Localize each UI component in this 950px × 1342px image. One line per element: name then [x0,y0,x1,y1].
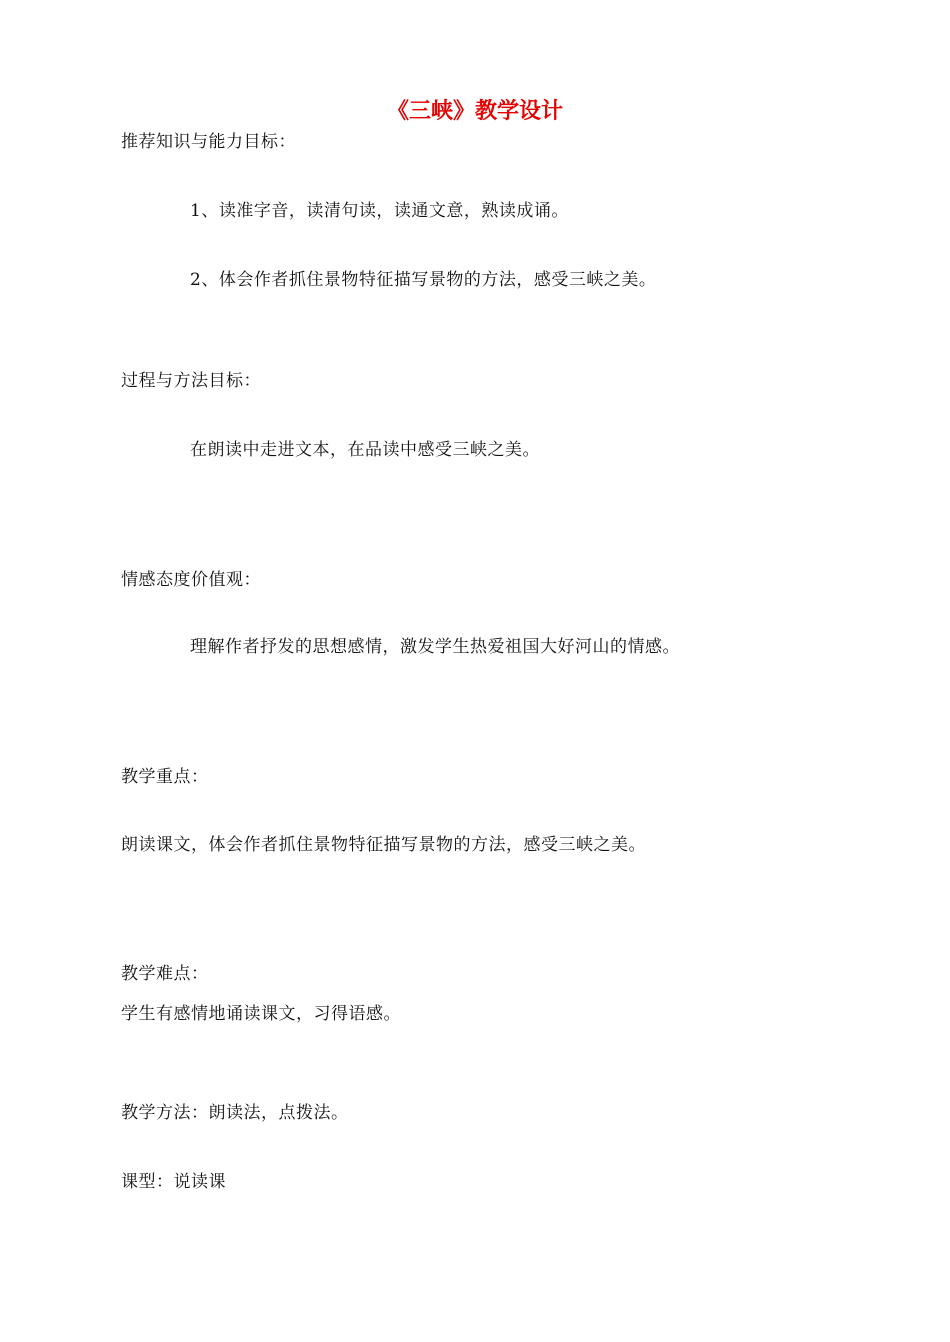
process-text: 在朗读中走进文本，在品读中感受三峡之美。 [190,440,540,460]
method-line: 教学方法：朗读法，点拨法。 [121,1103,349,1123]
difficulty-text: 学生有感情地诵读课文，习得语感。 [121,1004,401,1024]
emotion-text: 理解作者抒发的思想感情，激发学生热爱祖国大好河山的情感。 [190,637,680,657]
difficulty-heading: 教学难点： [121,964,209,984]
knowledge-item-1: 1、读准字音，读清句读，读通文意，熟读成诵。 [190,201,569,221]
knowledge-item-2: 2、体会作者抓住景物特征描写景物的方法，感受三峡之美。 [190,270,657,290]
lesson-type-line: 课型：说读课 [121,1172,226,1192]
knowledge-heading: 推荐知识与能力目标： [121,132,296,152]
process-heading: 过程与方法目标： [121,371,261,391]
emotion-heading: 情感态度价值观： [121,570,261,590]
focus-text: 朗读课文，体会作者抓住景物特征描写景物的方法，感受三峡之美。 [121,835,646,855]
document-title: 《三峡》教学设计 [386,99,563,124]
focus-heading: 教学重点： [121,767,209,787]
